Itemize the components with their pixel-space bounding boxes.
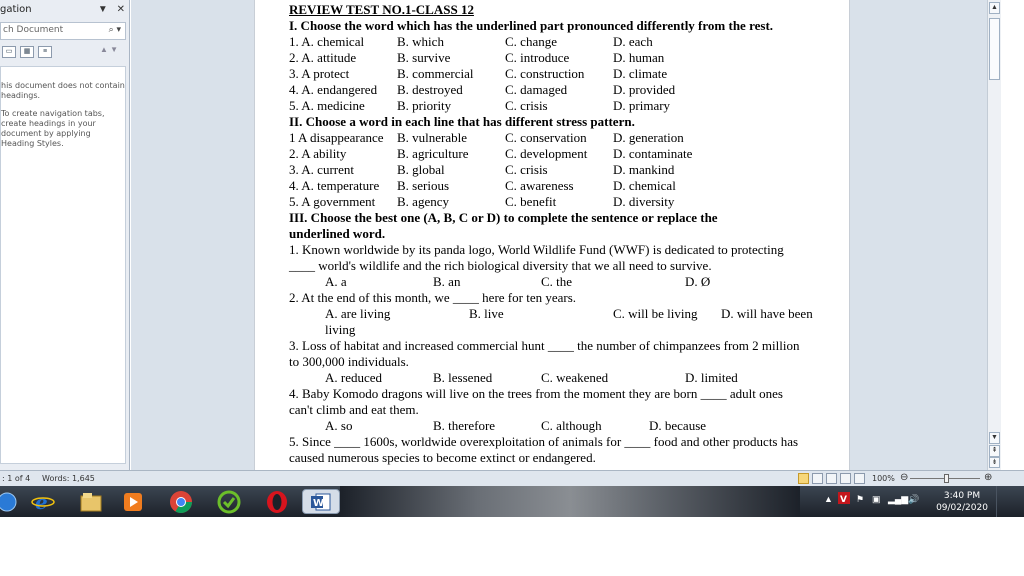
show-hidden-icons-icon[interactable]: ▲ [824, 494, 833, 504]
answer-choice: C. development [505, 146, 588, 161]
question-4-line-1: 4. Baby Komodo dragons will live on the trees from the moment they are born ____ adult ones [289, 386, 783, 401]
answer-choice: 5. A. medicine [289, 98, 365, 113]
internet-explorer-icon[interactable] [30, 489, 56, 514]
search-icon[interactable]: ⌕ ▾ [108, 25, 121, 35]
option: D. Ø [685, 274, 711, 289]
nav-search-input[interactable] [0, 22, 126, 40]
section-2-rows [289, 130, 849, 210]
nav-prev-next-icon[interactable]: ▲ ▼ [99, 45, 118, 54]
clock-time: 3:40 PM [943, 491, 981, 501]
media-player-icon[interactable] [120, 489, 146, 514]
svg-text:e: e [35, 489, 48, 514]
chrome-icon[interactable] [168, 489, 194, 514]
blank-area [0, 517, 1024, 576]
nav-pane-body [0, 66, 126, 464]
answer-choice: B. survive [397, 50, 451, 65]
nav-search-placeholder: ch Document [3, 25, 64, 35]
volume-icon[interactable]: 🔊 [908, 494, 920, 504]
section-2-heading: II. Choose a word in each line that has different stress pattern. [289, 114, 635, 129]
question-3-options [289, 370, 849, 386]
answer-choice: B. agency [397, 194, 449, 209]
navigation-pane [0, 0, 130, 470]
answer-choice: 2. A ability [289, 146, 347, 161]
answer-choice: C. construction [505, 66, 585, 81]
nav-tabs [0, 44, 126, 60]
nav-pane-title: gation [0, 4, 32, 15]
answer-choice: 3. A protect [289, 66, 350, 81]
answer-row [289, 146, 849, 162]
answer-choice: C. change [505, 34, 557, 49]
answer-row [289, 66, 849, 82]
answer-row [289, 178, 849, 194]
zoom-out-icon[interactable]: ⊖ [900, 472, 909, 483]
word-taskbar-button[interactable] [302, 489, 340, 514]
answer-choice: C. crisis [505, 98, 548, 113]
full-screen-reading-icon[interactable] [812, 473, 823, 484]
question-1-line-1: 1. Known worldwide by its panda logo, World Wildlife Fund (WWF) is dedicated to protecting [289, 242, 784, 257]
question-4-options [289, 418, 849, 434]
answer-choice: C. crisis [505, 162, 548, 177]
option: B. lessened [433, 370, 493, 385]
network-icon[interactable]: ▂▄▆ [888, 494, 909, 504]
web-layout-icon[interactable] [826, 473, 837, 484]
option: C. the [541, 274, 573, 289]
section-3-heading-cont: underlined word. [289, 226, 386, 241]
answer-choice: C. awareness [505, 178, 574, 193]
option: D. will have been [721, 306, 813, 321]
option: A. reduced [325, 370, 383, 385]
question-1-options [289, 274, 849, 290]
clock-date: 09/02/2020 [936, 503, 988, 513]
answer-choice: D. generation [613, 130, 684, 145]
answer-choice: B. which [397, 34, 444, 49]
nav-message-1: his document does not contain headings. [1, 81, 125, 100]
answer-choice: D. primary [613, 98, 671, 113]
answer-choice: D. mankind [613, 162, 675, 177]
answer-choice: D. chemical [613, 178, 676, 193]
answer-choice: B. priority [397, 98, 452, 113]
nav-pane-controls [92, 4, 125, 15]
pages-tab-icon[interactable]: ▦ [20, 46, 34, 58]
answer-choice: D. human [613, 50, 665, 65]
answer-choice: 1 A disappearance [289, 130, 384, 145]
zoom-slider-handle[interactable] [944, 474, 949, 483]
zoom-level[interactable]: 100% [872, 474, 895, 483]
doc-title: REVIEW TEST NO.1-CLASS 12 [289, 2, 474, 17]
section-3-heading: III. Choose the best one (A, B, C or D) to complete the sentence or replace the [289, 210, 718, 225]
question-2-options [289, 306, 849, 322]
question-3-line-1: 3. Loss of habitat and increased commercial hunt ____ the number of chimpanzees from 2 million [289, 338, 800, 353]
answer-choice: B. agriculture [397, 146, 469, 161]
previous-page-icon[interactable]: ⇞ [989, 445, 1000, 457]
answer-choice: B. commercial [397, 66, 474, 81]
option: B. therefore [433, 418, 496, 433]
page-count[interactable]: : 1 of 4 [2, 474, 31, 483]
word-count[interactable]: Words: 1,645 [42, 474, 95, 483]
answer-row [289, 194, 849, 210]
option: C. weakened [541, 370, 609, 385]
draft-view-icon[interactable] [854, 473, 865, 484]
question-1-line-2: ____ world's wildlife and the rich biological diversity that we all need to survive. [289, 258, 712, 273]
question-4-line-2: can't climb and eat them. [289, 402, 419, 417]
answer-row [289, 34, 849, 50]
document-content[interactable] [289, 2, 849, 466]
answer-choice: D. climate [613, 66, 668, 81]
question-5-line-2: caused numerous species to become extinct or endangered. [289, 450, 596, 465]
system-clock[interactable] [932, 490, 992, 514]
green-app-icon[interactable] [216, 489, 242, 514]
answer-choice: B. destroyed [397, 82, 463, 97]
question-2-line-1: 2. At the end of this month, we ____ here for ten years. [289, 290, 577, 305]
show-desktop-button[interactable] [996, 486, 1024, 517]
answer-choice: D. diversity [613, 194, 675, 209]
next-page-icon[interactable]: ⇟ [989, 457, 1000, 468]
option: D. limited [685, 370, 738, 385]
svg-text:V: V [840, 495, 847, 504]
answer-choice: 3. A. current [289, 162, 354, 177]
svg-text:W: W [313, 497, 325, 509]
section-1-rows [289, 34, 849, 114]
opera-icon[interactable] [264, 489, 290, 514]
option: A. so [325, 418, 353, 433]
answer-choice: D. provided [613, 82, 676, 97]
taskbar-wallpaper [340, 486, 800, 517]
answer-choice: 4. A. temperature [289, 178, 380, 193]
scroll-down-icon[interactable]: ▼ [989, 432, 1000, 444]
option: C. although [541, 418, 602, 433]
print-layout-icon[interactable] [798, 473, 809, 484]
option: C. will be living [613, 306, 698, 321]
headings-tab-icon[interactable]: ▭ [2, 46, 16, 58]
answer-choice: C. damaged [505, 82, 568, 97]
answer-choice: C. conservation [505, 130, 587, 145]
option: D. because [649, 418, 707, 433]
answer-choice: B. serious [397, 178, 449, 193]
scroll-up-icon[interactable]: ▲ [989, 2, 1000, 14]
answer-row [289, 130, 849, 146]
option: B. live [469, 306, 504, 321]
answer-choice: 1. A. chemical [289, 34, 365, 49]
status-bar [0, 470, 1024, 486]
answer-choice: 4. A. endangered [289, 82, 378, 97]
question-3-line-2: to 300,000 individuals. [289, 354, 409, 369]
answer-row [289, 82, 849, 98]
antivirus-icon[interactable] [838, 492, 850, 506]
nav-message-2: To create navigation tabs, create headings in your document by applying Heading Styles. [1, 109, 105, 148]
vertical-scrollbar[interactable] [987, 0, 1001, 470]
answer-choice: D. contaminate [613, 146, 693, 161]
answer-choice: D. each [613, 34, 653, 49]
nav-close-icon[interactable]: ✕ [116, 4, 125, 15]
start-button[interactable] [0, 489, 20, 514]
action-center-flag-icon[interactable]: ⚑ [856, 494, 865, 504]
option: A. are living [325, 306, 391, 321]
answer-choice: B. global [397, 162, 445, 177]
answer-choice: 5. A government [289, 194, 376, 209]
answer-row [289, 162, 849, 178]
zoom-in-icon[interactable]: ⊕ [984, 472, 993, 483]
taskbar [0, 486, 1024, 517]
scroll-thumb[interactable] [989, 18, 1000, 80]
answer-choice: C. introduce [505, 50, 570, 65]
keyboard-icon[interactable]: ▣ [872, 494, 881, 504]
file-explorer-icon[interactable] [78, 489, 104, 514]
question-5-line-1: 5. Since ____ 1600s, worldwide overexploitation of animals for ____ food and other products has [289, 434, 799, 449]
answer-choice: 2. A. attitude [289, 50, 357, 65]
outline-view-icon[interactable] [840, 473, 851, 484]
answer-row [289, 98, 849, 114]
answer-choice: C. benefit [505, 194, 557, 209]
option: A. a [325, 274, 347, 289]
option: B. an [433, 274, 461, 289]
answer-choice: B. vulnerable [397, 130, 468, 145]
nav-dropdown-icon[interactable]: ▼ [97, 4, 108, 15]
section-1-heading: I. Choose the word which has the underlined part pronounced differently from the rest. [289, 18, 774, 33]
question-2-option-cont: living [325, 322, 356, 337]
results-tab-icon[interactable]: ≡ [38, 46, 52, 58]
answer-row [289, 50, 849, 66]
